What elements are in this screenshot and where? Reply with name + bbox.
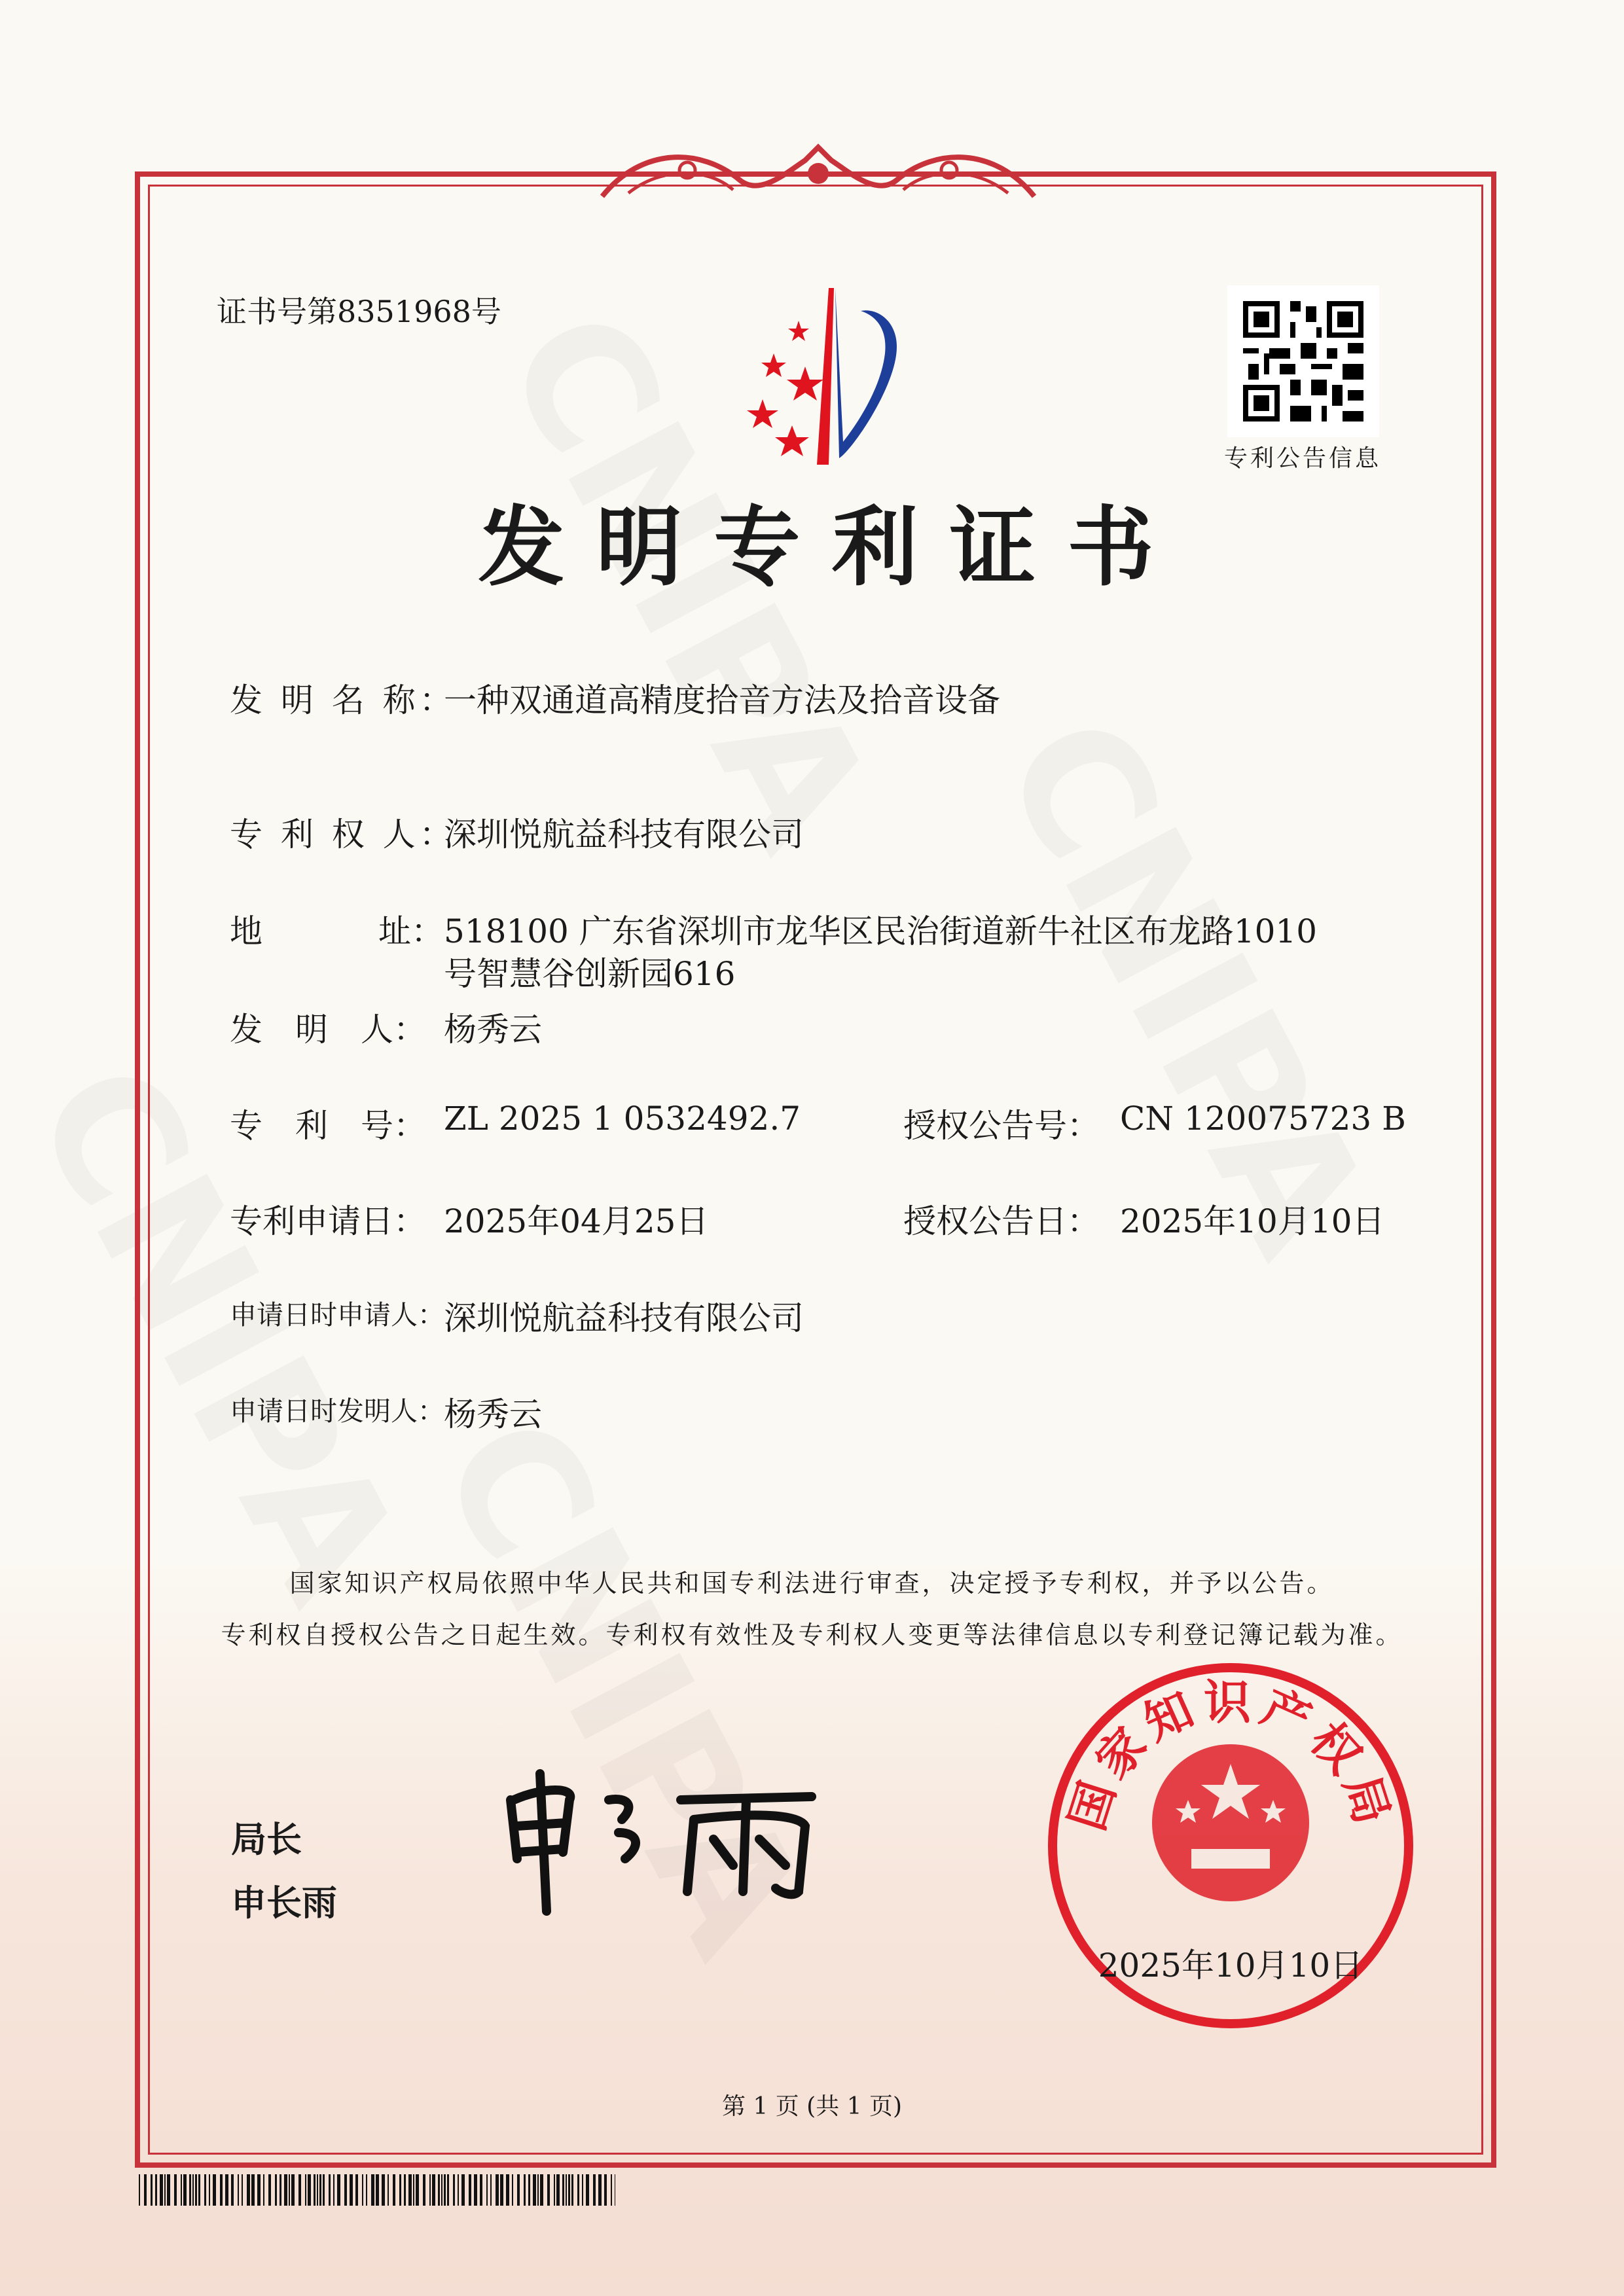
certificate-number: 证书号第8351968号 <box>217 294 501 329</box>
barcode-bar <box>242 2174 243 2206</box>
barcode-bar <box>429 2174 431 2206</box>
patent-number-label: 专 利 号： <box>230 1107 426 1145</box>
barcode-bar <box>183 2174 187 2206</box>
barcode-bar <box>416 2174 419 2206</box>
page-indicator: 第 1 页 (共 1 页) <box>721 2093 903 2120</box>
barcode-bar <box>174 2174 177 2206</box>
barcode-bar <box>257 2174 261 2206</box>
barcode-bar <box>251 2174 255 2206</box>
barcode-bar <box>556 2174 560 2206</box>
barcode-bar <box>447 2174 449 2206</box>
barcode-bar <box>139 2174 140 2206</box>
barcode-bar <box>393 2174 395 2206</box>
barcode-bar <box>263 2174 264 2206</box>
invention-name-value: 一种双通道高精度拾音方法及拾音设备 <box>444 681 1000 719</box>
barcode-bar <box>289 2174 290 2206</box>
filing-date-value: 2025年04月25日 <box>444 1202 709 1240</box>
address-label-suffix: 址： <box>378 912 444 950</box>
barcode-bar <box>598 2174 602 2206</box>
barcode-bar <box>404 2174 406 2206</box>
barcode-bar <box>500 2174 503 2206</box>
barcode-bar <box>453 2174 455 2206</box>
official-seal <box>1044 1659 1417 2032</box>
barcode-bar <box>486 2174 488 2206</box>
barcode-bar <box>540 2174 543 2206</box>
ornament-top <box>589 134 1047 206</box>
grant-pub-number-value: CN 120075723 B <box>1120 1100 1406 1138</box>
barcode-bar <box>144 2174 147 2206</box>
barcode-bar <box>209 2174 210 2206</box>
inventor-value: 杨秀云 <box>444 1011 542 1049</box>
qr-label: 专利公告信息 <box>1223 445 1381 472</box>
barcode-bar <box>586 2174 589 2206</box>
barcode-bar <box>441 2174 442 2206</box>
inventor-at-filing-value: 杨秀云 <box>444 1395 542 1433</box>
barcode-bar <box>362 2174 363 2206</box>
barcode-bar <box>528 2174 530 2206</box>
barcode-bar <box>238 2174 239 2206</box>
cnipa-logo <box>700 281 936 471</box>
signatory-title: 局长 <box>231 1819 302 1860</box>
barcode-bar <box>329 2174 331 2206</box>
handwritten-signature <box>497 1761 838 1924</box>
barcode-bar <box>399 2174 401 2206</box>
address-value-line1: 518100 广东省深圳市龙华区民治街道新牛社区布龙路1010 <box>444 912 1318 950</box>
patent-number-value: ZL 2025 1 0532492.7 <box>444 1100 801 1138</box>
barcode-bar <box>280 2174 281 2206</box>
barcode-bar <box>496 2174 499 2206</box>
inventor-label: 发 明 人： <box>230 1011 426 1049</box>
barcode-bar <box>333 2174 334 2206</box>
barcode-bar <box>308 2174 311 2206</box>
barcode-bar <box>413 2174 414 2206</box>
barcode-bar <box>195 2174 197 2206</box>
patentee-label: 专 利 权 人： <box>230 816 456 853</box>
barcode-bar <box>469 2174 471 2206</box>
barcode-bar <box>268 2174 271 2206</box>
barcode <box>139 2174 615 2206</box>
certificate-title: 发明专利证书 <box>478 497 1185 598</box>
barcode-bar <box>432 2174 435 2206</box>
barcode-bar <box>582 2174 583 2206</box>
barcode-bar <box>537 2174 539 2206</box>
barcode-bar <box>547 2174 550 2206</box>
applicant-at-filing-value: 深圳悦航益科技有限公司 <box>444 1299 804 1337</box>
grant-pub-date-label: 授权公告日： <box>903 1202 1100 1240</box>
barcode-bar <box>220 2174 223 2206</box>
grant-pub-date-value: 2025年10月10日 <box>1120 1202 1385 1240</box>
applicant-at-filing-label: 申请日时申请人： <box>230 1299 444 1331</box>
barcode-bar <box>566 2174 567 2206</box>
barcode-bar <box>319 2174 321 2206</box>
barcode-bar <box>284 2174 287 2206</box>
barcode-bar <box>423 2174 425 2206</box>
barcode-bar <box>438 2174 440 2206</box>
barcode-bar <box>151 2174 153 2206</box>
address-label: 地 <box>230 912 262 950</box>
barcode-bar <box>562 2174 564 2206</box>
barcode-bar <box>275 2174 277 2206</box>
barcode-bar <box>577 2174 579 2206</box>
barcode-bar <box>350 2174 353 2206</box>
barcode-bar <box>298 2174 301 2206</box>
barcode-bar <box>376 2174 379 2206</box>
barcode-bar <box>458 2174 459 2206</box>
barcode-bar <box>317 2174 318 2206</box>
grant-pub-number-label: 授权公告号： <box>903 1107 1100 1145</box>
statement-line-2: 专利权自授权公告之日起生效。专利权有效性及专利权人变更等法律信息以专利登记簿记载为准。 <box>221 1621 1403 1649</box>
barcode-bar <box>323 2174 325 2206</box>
address-value-line2: 号智慧谷创新园616 <box>444 955 736 993</box>
barcode-bar <box>461 2174 465 2206</box>
patentee-value: 深圳悦航益科技有限公司 <box>444 816 804 853</box>
filing-date-label: 专利申请日： <box>230 1202 426 1240</box>
barcode-bar <box>344 2174 347 2206</box>
barcode-bar <box>204 2174 206 2206</box>
barcode-bar <box>192 2174 194 2206</box>
barcode-bar <box>382 2174 385 2206</box>
barcode-bar <box>160 2174 163 2206</box>
seal-text: 国家知识产权局 <box>1058 1675 1403 1837</box>
invention-name-label: 发 明 名 称： <box>230 681 456 719</box>
barcode-bar <box>337 2174 340 2206</box>
barcode-bar <box>213 2174 216 2206</box>
barcode-bar <box>554 2174 555 2206</box>
barcode-bar <box>571 2174 573 2206</box>
barcode-bar <box>568 2174 570 2206</box>
barcode-bar <box>490 2174 492 2206</box>
qr-code[interactable] <box>1227 285 1379 437</box>
statement-line-1: 国家知识产权局依照中华人民共和国专利法进行审查，决定授予专利权，并予以公告。 <box>289 1569 1335 1598</box>
barcode-bar <box>444 2174 446 2206</box>
barcode-bar <box>305 2174 306 2206</box>
barcode-bar <box>388 2174 389 2206</box>
barcode-bar <box>189 2174 191 2206</box>
barcode-bar <box>512 2174 513 2206</box>
barcode-bar <box>480 2174 482 2206</box>
barcode-bar <box>408 2174 412 2206</box>
barcode-bar <box>355 2174 358 2206</box>
barcode-bar <box>225 2174 228 2206</box>
barcode-bar <box>291 2174 295 2206</box>
barcode-bar <box>231 2174 234 2206</box>
barcode-bar <box>198 2174 200 2206</box>
barcode-bar <box>247 2174 250 2206</box>
seal-date: 2025年10月10日 <box>1098 1946 1363 1984</box>
barcode-bar <box>371 2174 374 2206</box>
barcode-bar <box>506 2174 509 2206</box>
barcode-bar <box>164 2174 166 2206</box>
barcode-bar <box>181 2174 182 2206</box>
barcode-bar <box>314 2174 316 2206</box>
barcode-bar <box>517 2174 520 2206</box>
barcode-bar <box>155 2174 157 2206</box>
signatory-name: 申长雨 <box>231 1882 337 1924</box>
barcode-bar <box>533 2174 536 2206</box>
barcode-bar <box>611 2174 612 2206</box>
barcode-bar <box>604 2174 607 2206</box>
barcode-bar <box>524 2174 526 2206</box>
barcode-bar <box>167 2174 170 2206</box>
inventor-at-filing-label: 申请日时发明人： <box>230 1395 444 1427</box>
barcode-bar <box>593 2174 596 2206</box>
barcode-bar <box>474 2174 477 2206</box>
barcode-bar <box>366 2174 367 2206</box>
